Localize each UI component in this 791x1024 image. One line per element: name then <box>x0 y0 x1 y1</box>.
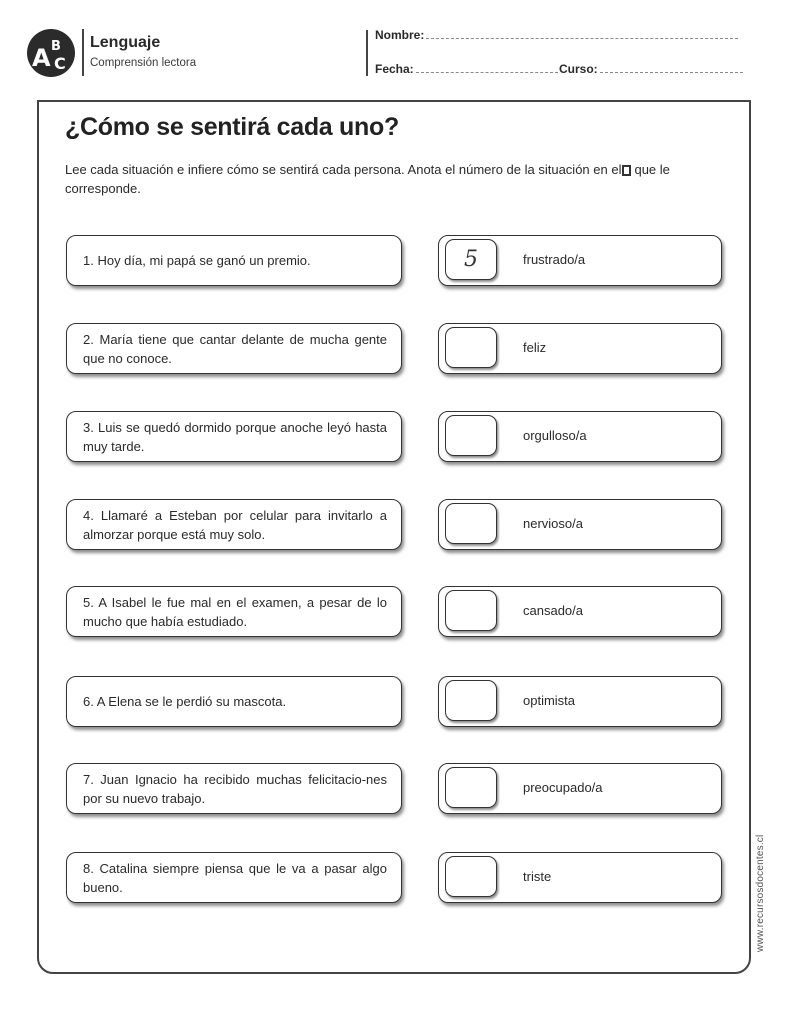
situation-card-1 <box>66 235 402 286</box>
situation-card-7 <box>66 763 402 814</box>
curso-field[interactable] <box>559 62 743 76</box>
answer-box-icon <box>622 165 631 176</box>
situation-card-3 <box>66 411 402 462</box>
fecha-label: Fecha: <box>375 62 414 76</box>
answer-box[interactable] <box>445 856 497 897</box>
answer-box[interactable] <box>445 415 497 456</box>
situation-text: 1. Hoy día, mi papá se ganó un premio. <box>83 253 311 268</box>
situation-text: 6. A Elena se le perdió su mascota. <box>83 694 287 709</box>
situation-card-4 <box>66 499 402 550</box>
situation-text: 5. A Isabel le fue mal en el examen, a pesar de lo mucho que había estudiado. <box>83 594 387 629</box>
situation-card-6 <box>66 676 402 727</box>
emotion-label: optimista <box>523 693 576 708</box>
answer-box[interactable] <box>445 590 497 631</box>
answer-box[interactable] <box>445 680 497 721</box>
emotion-card-1 <box>438 235 722 286</box>
emotion-label: nervioso/a <box>523 516 583 531</box>
emotion-label: feliz <box>523 340 547 355</box>
subject-title: Lenguaje <box>90 34 161 51</box>
curso-line[interactable] <box>600 71 743 73</box>
emotion-card-5 <box>438 586 722 637</box>
emotion-label: preocupado/a <box>523 780 603 795</box>
curso-label: Curso: <box>559 62 598 76</box>
worksheet-title: ¿Cómo se sentirá cada uno? <box>65 113 399 141</box>
emotion-label: triste <box>523 869 552 884</box>
emotion-card-3 <box>438 411 722 462</box>
nombre-label: Nombre: <box>375 28 425 42</box>
situation-text: 3. Luis se quedó dormido porque anoche leyó hasta muy tarde. <box>83 419 387 454</box>
situation-text: 7. Juan Ignacio ha recibido muchas felicitacio-nes por su nuevo trabajo. <box>83 771 387 806</box>
situation-text: 2. María tiene que cantar delante de mucha gente que no conoce. <box>83 331 387 366</box>
fecha-line[interactable] <box>416 71 558 73</box>
emotion-card-4 <box>438 499 722 550</box>
svg-text:A: A <box>32 44 51 72</box>
emotion-label: cansado/a <box>523 603 583 618</box>
emotion-card-8 <box>438 852 722 903</box>
svg-text:C: C <box>54 54 66 73</box>
answer-box[interactable] <box>445 327 497 368</box>
abc-logo-icon <box>27 29 75 77</box>
situation-text: 4. Llamaré a Esteban por celular para invitarlo a almorzar porque está muy solo. <box>83 507 387 542</box>
answer-box[interactable] <box>445 503 497 544</box>
situation-text: 8. Catalina siempre piensa que le va a pasar algo bueno. <box>83 860 387 895</box>
emotion-card-2 <box>438 323 722 374</box>
situation-card-8 <box>66 852 402 903</box>
logo-divider <box>82 29 84 76</box>
fields-divider <box>366 30 368 76</box>
emotion-label: orgulloso/a <box>523 428 587 443</box>
emotion-card-7 <box>438 763 722 814</box>
svg-text:B: B <box>51 39 61 54</box>
emotion-label: frustrado/a <box>523 252 586 267</box>
emotion-card-6 <box>438 676 722 727</box>
instructions <box>65 160 735 198</box>
answer-box[interactable]: 5 <box>445 239 497 280</box>
watermark: www.recursosdocentes.cl <box>755 834 766 952</box>
answer-box[interactable] <box>445 767 497 808</box>
fecha-field[interactable] <box>375 62 558 76</box>
nombre-line[interactable] <box>426 37 738 39</box>
situation-card-5 <box>66 586 402 637</box>
subject-subtitle: Comprensión lectora <box>90 57 197 69</box>
nombre-field[interactable] <box>375 28 738 42</box>
situation-card-2 <box>66 323 402 374</box>
instructions-text-1: Lee cada situación e infiere cómo se sentirá cada persona. Anota el número de la situación en el <box>65 162 622 177</box>
instructions-text-2: que le corresponde. <box>65 162 670 196</box>
